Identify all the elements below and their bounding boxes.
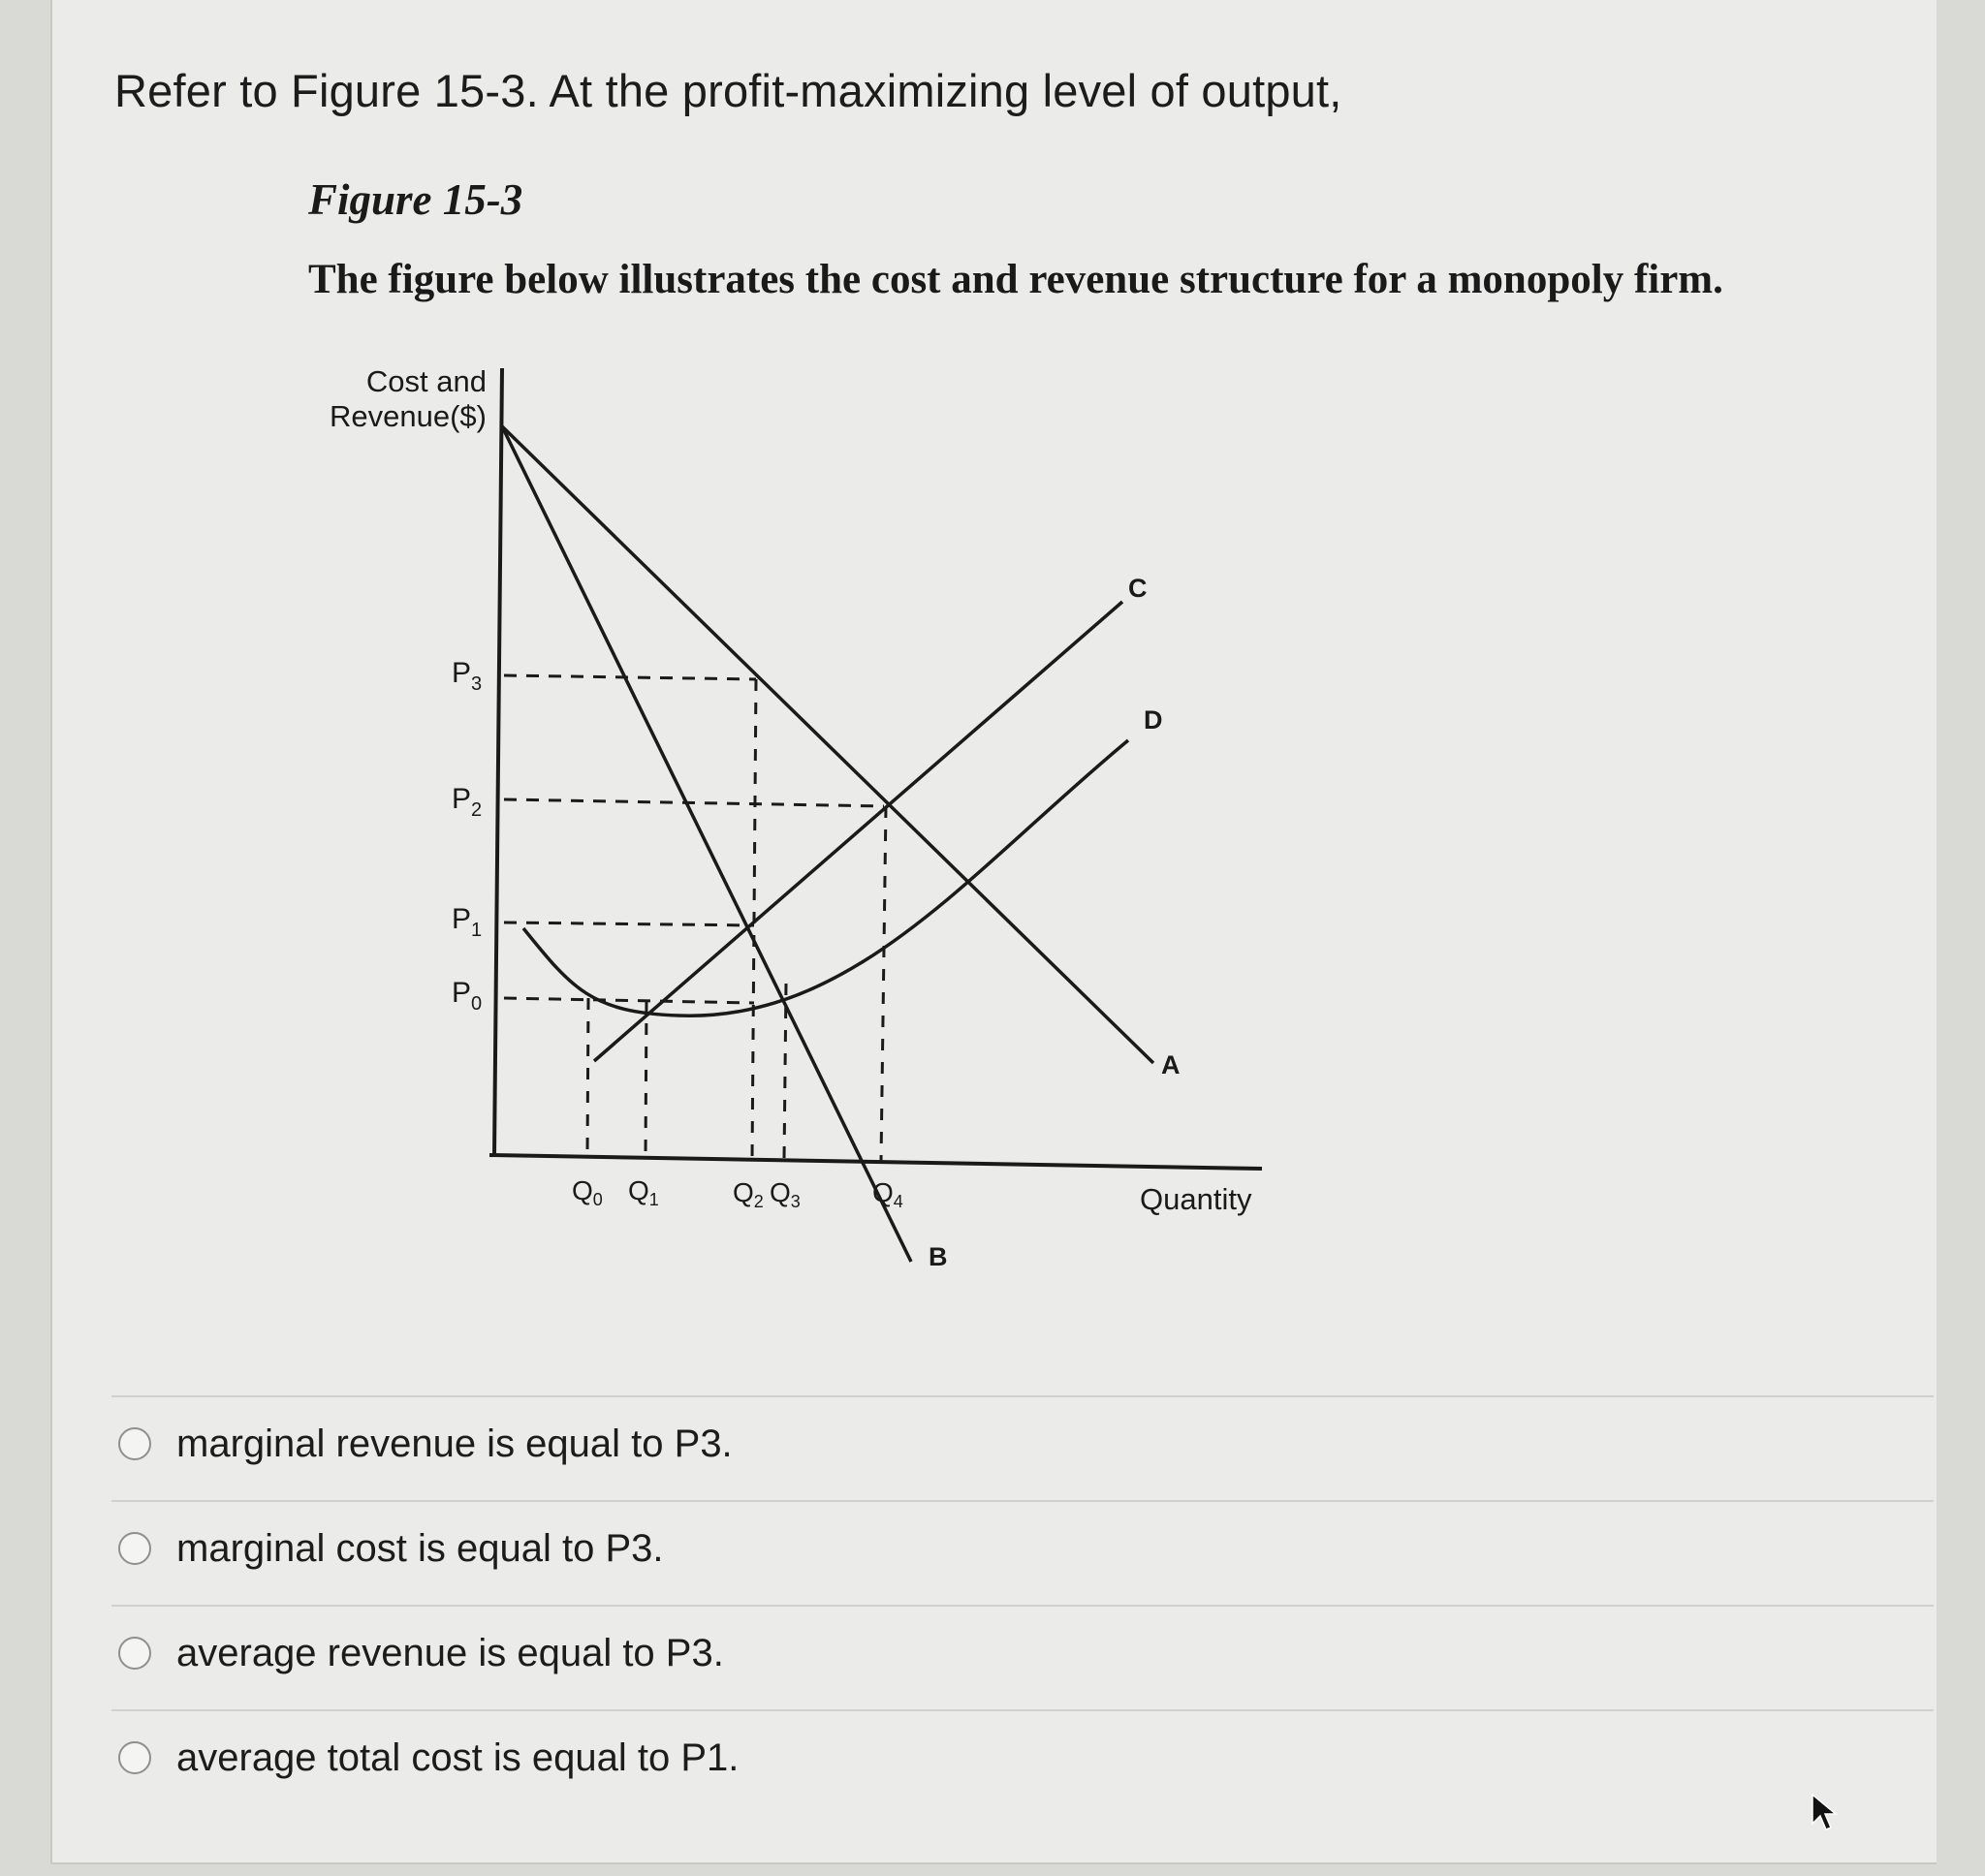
q4-guide bbox=[881, 806, 886, 1161]
q0-guide bbox=[587, 998, 588, 1155]
quantity-tick-labels bbox=[572, 1175, 903, 1211]
radio-button[interactable] bbox=[118, 1741, 151, 1774]
price-tick-labels bbox=[452, 657, 482, 1015]
price-label-p2: $P_2$ bbox=[452, 783, 483, 821]
price-label-p1: $P_1$ bbox=[452, 903, 483, 941]
quantity-label-q1: $Q_1$ bbox=[628, 1175, 659, 1209]
x-axis bbox=[489, 1155, 1262, 1169]
arrow-cursor-icon bbox=[1809, 1793, 1843, 1835]
answer-option-2[interactable] bbox=[118, 1519, 663, 1578]
marginal-cost-curve-c bbox=[594, 602, 1122, 1061]
x-axis-title: Quantity bbox=[1140, 1182, 1252, 1216]
divider bbox=[111, 1395, 1934, 1397]
answer-option-label: average revenue is equal to P3. bbox=[176, 1631, 724, 1674]
y-axis-title-line1: Cost and bbox=[365, 364, 487, 398]
quantity-label-q4: $Q_4$ bbox=[872, 1177, 903, 1211]
figure-title: Figure 15-3 bbox=[308, 175, 523, 224]
radio-button[interactable] bbox=[118, 1637, 151, 1670]
answer-option-4[interactable] bbox=[118, 1729, 739, 1787]
question-text: Refer to Figure 15-3. At the profit-maximizing level of output, bbox=[114, 65, 1342, 116]
answer-option-3[interactable] bbox=[118, 1624, 724, 1682]
y-axis bbox=[494, 368, 502, 1155]
divider bbox=[111, 1709, 1934, 1711]
marginal-revenue-curve-b bbox=[502, 426, 911, 1262]
answer-option-label: marginal revenue is equal to P3. bbox=[176, 1422, 733, 1465]
curve-label-b: B bbox=[929, 1242, 948, 1271]
quantity-label-q3: $Q_3$ bbox=[770, 1177, 801, 1211]
quantity-guides bbox=[587, 679, 886, 1161]
p2-guide bbox=[504, 799, 884, 806]
answer-option-label: average total cost is equal to P1. bbox=[176, 1735, 740, 1779]
p3-guide bbox=[504, 675, 756, 679]
radio-button[interactable] bbox=[118, 1427, 151, 1460]
curves bbox=[502, 426, 1153, 1262]
price-label-p3: $P_3$ bbox=[452, 657, 483, 695]
p0-guide bbox=[504, 998, 754, 1003]
q3-guide bbox=[784, 984, 786, 1159]
p1-guide bbox=[504, 922, 754, 925]
curve-label-a: A bbox=[1161, 1050, 1181, 1079]
price-guides bbox=[504, 675, 884, 1003]
answer-option-1[interactable] bbox=[118, 1415, 733, 1473]
average-total-cost-curve-d bbox=[523, 740, 1128, 1016]
y-axis-title-line2: Revenue($) bbox=[330, 399, 487, 433]
price-label-p0: $P_0$ bbox=[452, 977, 483, 1015]
quantity-label-q0: $Q_0$ bbox=[572, 1175, 603, 1209]
quantity-label-q2: $Q_2$ bbox=[733, 1177, 764, 1211]
curve-label-c: C bbox=[1128, 574, 1148, 603]
radio-button[interactable] bbox=[118, 1532, 151, 1565]
divider bbox=[111, 1500, 1934, 1502]
curve-label-d: D bbox=[1144, 705, 1163, 735]
figure-caption: The figure below illustrates the cost and revenue structure for a monopoly firm. bbox=[308, 257, 1723, 302]
answer-option-label: marginal cost is equal to P3. bbox=[176, 1526, 664, 1570]
demand-curve-a bbox=[502, 426, 1153, 1063]
divider bbox=[111, 1605, 1934, 1607]
